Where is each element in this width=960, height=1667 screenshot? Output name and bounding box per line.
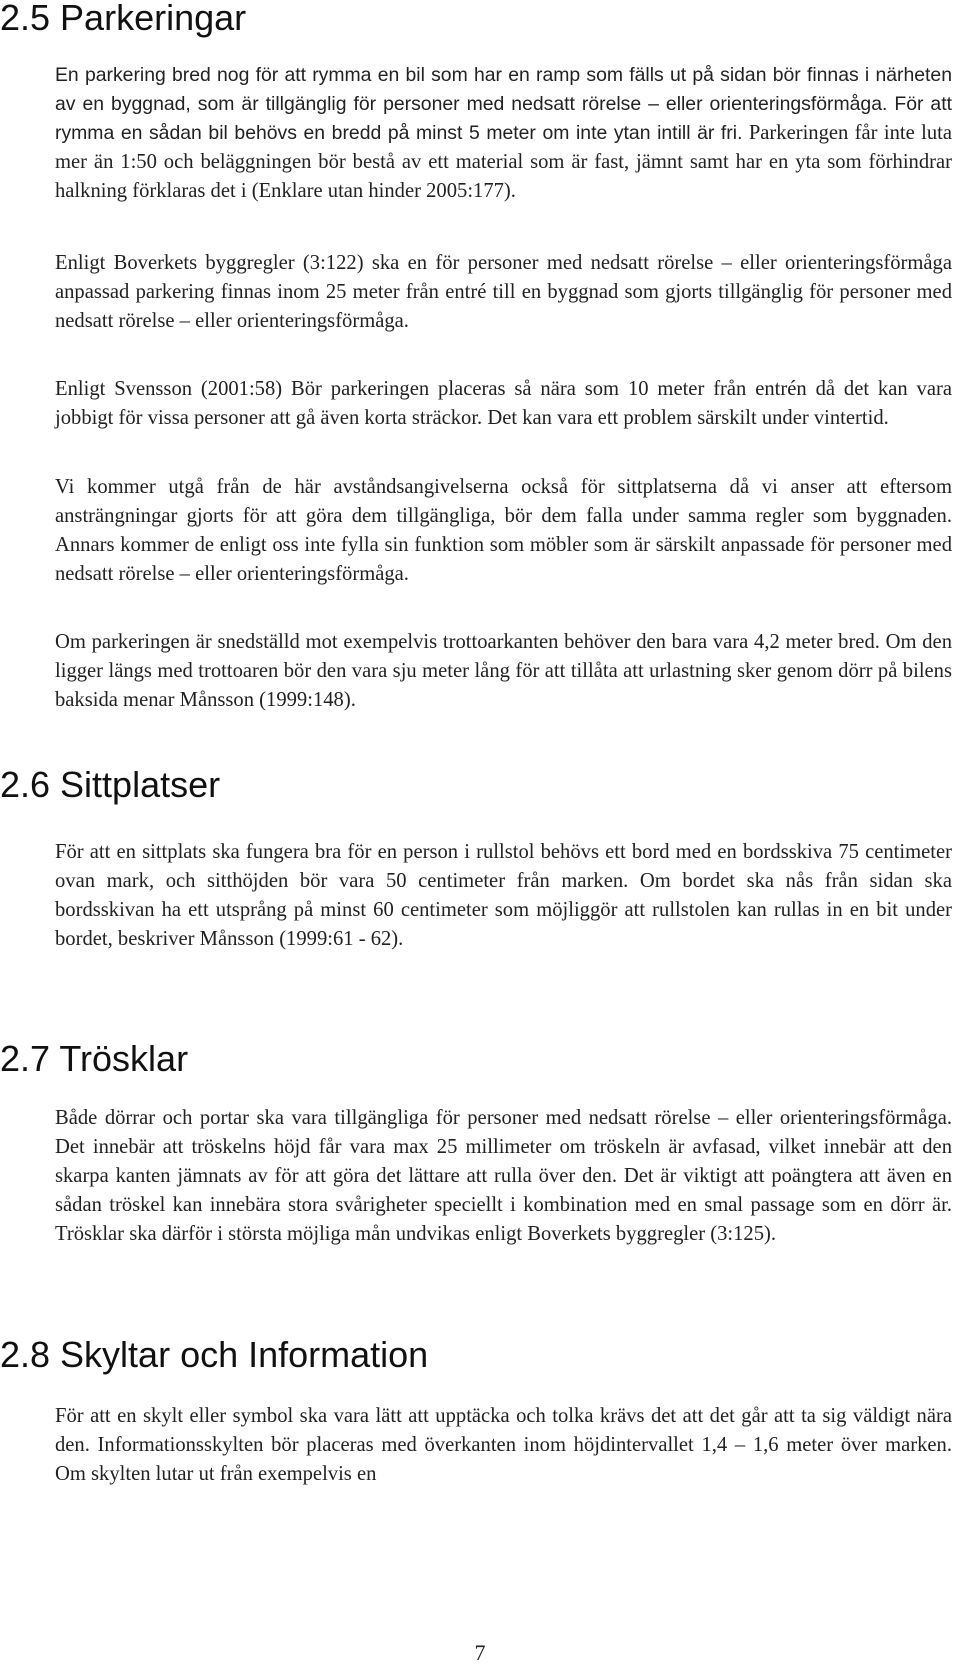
paragraph-skyltar: För att en skylt eller symbol ska vara lätt att upptäcka och tolka krävs det att det går att ta sig väldigt nära den. Informationsskylten bör placeras med överkanten inom höjdintervallet 1,4 – 1,6 meter över marken. Om skylten lutar ut från exempelvis en bbox=[55, 1405, 952, 1485]
paragraph-snedstalld-parkering: Om parkeringen är snedställd mot exempelvis trottoarkanten behöver den bara vara 4,2 meter bred. Om den ligger längs med trottoaren bör den vara sju meter lång för att tillåta att urlastning sker genom dörr på bilens baksida menar Månsson (1999:148). bbox=[55, 631, 952, 711]
section-heading-parkeringar: 2.5 Parkeringar bbox=[0, 0, 247, 38]
section-heading-sittplatser: 2.6 Sittplatser bbox=[0, 764, 221, 805]
paragraph-parkering-intro bbox=[55, 61, 952, 206]
page-number: 7 bbox=[474, 1640, 486, 1665]
paragraph-avstand-sittplatser: Vi kommer utgå från de här avståndsangivelserna också för sittplatserna då vi anser att eftersom ansträngningar gjorts för att göra dem tillgängliga, bör dem falla under samma regler som byggnaden. Annars kommer de enligt oss inte fylla sin funktion som möbler som är särskilt anpassade för personer med nedsatt rörelse – eller orienteringsförmåga. bbox=[55, 476, 952, 585]
section-heading-trosklar: 2.7 Trösklar bbox=[0, 1038, 189, 1079]
paragraph-svensson: Enligt Svensson (2001:58) Bör parkeringen placeras så nära som 10 meter från entrén då det kan vara jobbigt för vissa personer att gå även korta sträckor. Det kan vara ett problem särskilt under vintertid. bbox=[55, 378, 952, 429]
paragraph-boverket-parkering: Enligt Boverkets byggregler (3:122) ska en för personer med nedsatt rörelse – eller orienteringsförmåga anpassad parkering finnas inom 25 meter från entré till en byggnad som gjorts tillgänglig för personer med nedsatt rörelse – eller orienteringsförmåga. bbox=[55, 252, 952, 332]
paragraph-trosklar: Både dörrar och portar ska vara tillgängliga för personer med nedsatt rörelse – eller orienteringsförmåga. Det innebär att tröskelns höjd får vara max 25 millimeter om tröskeln är avfasad, vilket innebär att den skarpa kanten jämnats av för att göra det lättare att rulla över den. Det är viktigt att poängtera att även en sådan tröskel kan innebära stora svårigheter speciellt i kombination med en smal passage som en dörr är. Trösklar ska därför i största möjliga mån undvikas enligt Boverkets byggregler (3:125). bbox=[55, 1107, 952, 1245]
section-heading-skyltar: 2.8 Skyltar och Information bbox=[0, 1334, 429, 1375]
paragraph-sittplatser: För att en sittplats ska fungera bra för en person i rullstol behövs ett bord med en bordsskiva 75 centimeter ovan mark, och sitthöjden bör vara 50 centimeter från marken. Om bordet ska nås från sidan ska bordsskivan ha ett utsprång på minst 60 centimeter som möjliggör att rullstolen kan rullas in en bit under bordet, beskriver Månsson (1999:61 - 62). bbox=[55, 841, 952, 950]
paragraph-parkering-intro-sans-text: En parkering bred nog för att rymma en bil som har en ramp som fälls ut på sidan bör finnas i närheten av en byggnad, som är tillgänglig för personer med nedsatt rörelse – eller orienteringsförmåga. För att rymma en sådan bil behövs en bredd på minst 5 meter om inte ytan intill är fri. bbox=[55, 64, 952, 144]
paragraph-parkering-intro-serif-text: Parkeringen får inte luta mer än 1:50 och beläggningen bör bestå av ett material som är fast, jämnt samt har en yta som förhindrar halkning förklaras det i (Enklare utan hinder 2005:177). bbox=[55, 122, 952, 202]
